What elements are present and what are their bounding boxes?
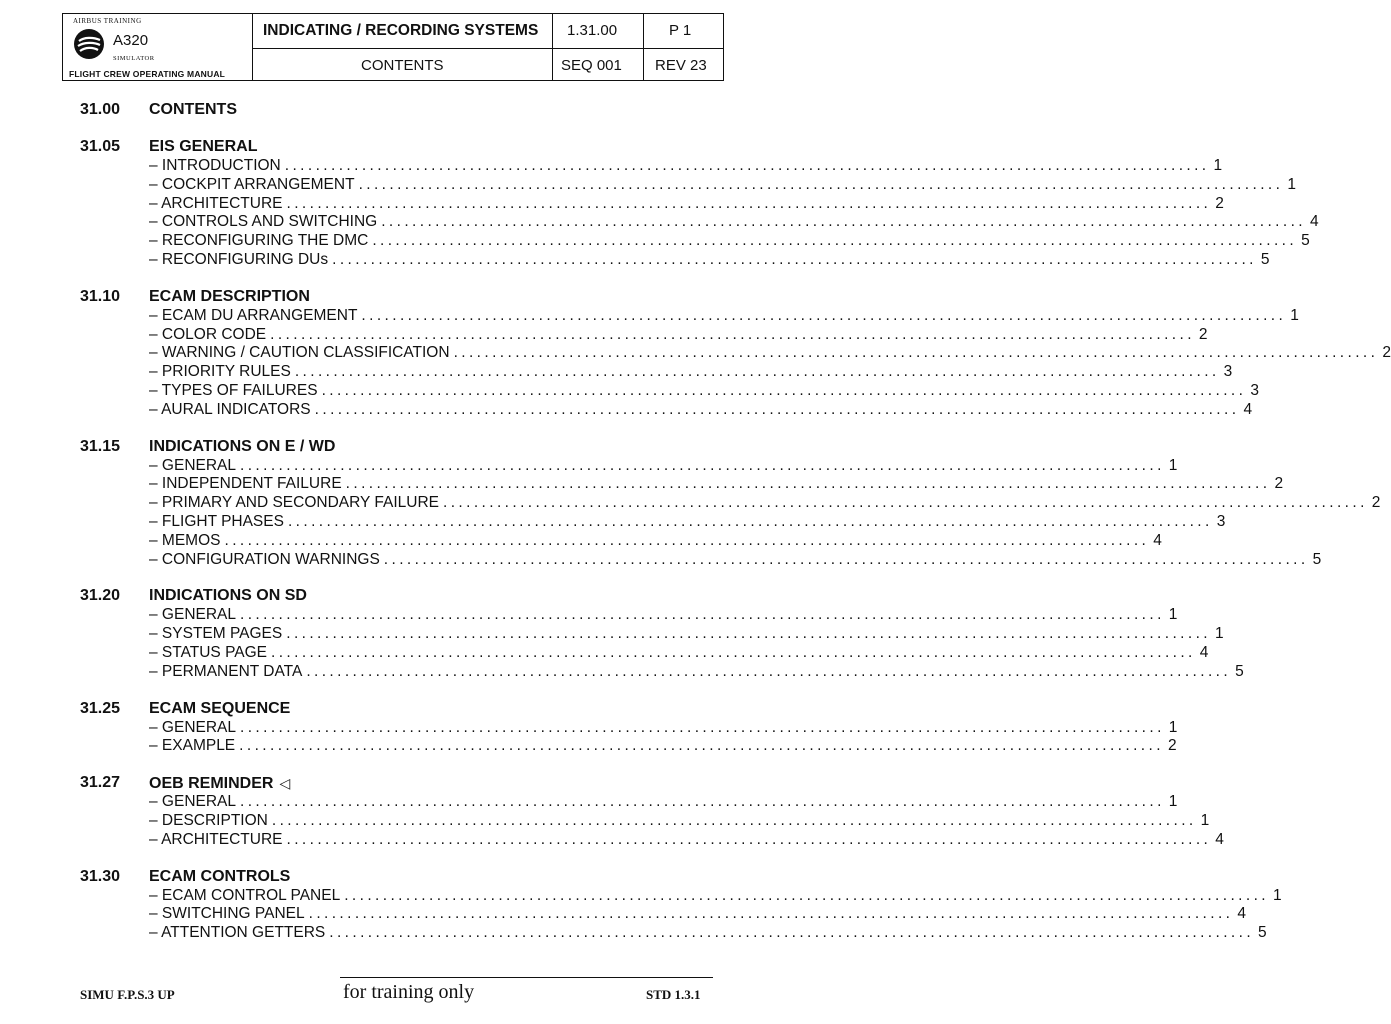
entry-label: – GENERAL — [149, 606, 237, 624]
entry-page: 2 — [1274, 475, 1284, 493]
entry-page: 3 — [1216, 512, 1226, 530]
dot-leader: ........................................................................................................................ — [332, 250, 1257, 268]
toc-entry[interactable] — [149, 456, 1178, 476]
toc-entry[interactable] — [149, 905, 1247, 924]
dot-leader: ........................................................................................................................ — [294, 363, 1220, 381]
section-heading — [80, 100, 640, 120]
entry-label: – RECONFIGURING DUs — [149, 250, 329, 268]
entry-label: – ARCHITECTURE — [149, 194, 283, 212]
entry-page: 4 — [1310, 213, 1319, 231]
entry-label: – GENERAL — [149, 718, 237, 736]
toc-entry[interactable] — [149, 175, 1296, 195]
section-title-text: ECAM CONTROLS — [149, 867, 291, 885]
entry-page: 1 — [1287, 175, 1296, 193]
page-number: P 1 — [669, 22, 692, 39]
toc-entry[interactable] — [149, 344, 1391, 363]
section-title — [149, 137, 257, 157]
toc-entry[interactable] — [149, 606, 1178, 625]
entry-page: 2 — [1371, 494, 1381, 512]
dot-leader: ........................................................................................................................ — [240, 718, 1165, 736]
entry-label: – AURAL INDICATORS — [149, 400, 311, 418]
toc-entry[interactable] — [149, 194, 1224, 214]
dot-leader: ........................................................................................................................ — [443, 494, 1368, 512]
entry-label: – CONFIGURATION WARNINGS — [149, 550, 380, 568]
entry-page: 1 — [1168, 718, 1178, 736]
toc-entry[interactable] — [149, 811, 1210, 831]
toc-entry[interactable] — [149, 924, 1267, 943]
entry-label: – PRIORITY RULES — [149, 363, 291, 381]
entry-label: – ATTENTION GETTERS — [149, 924, 326, 942]
entry-page: 1 — [1168, 456, 1178, 474]
footer-left: SIMU F.P.S.3 UP — [80, 987, 175, 1002]
logo-model: A320 — [113, 32, 149, 49]
logo-sub-text: SIMULATOR — [113, 55, 155, 62]
footer-divider — [340, 977, 713, 978]
toc-entry[interactable] — [149, 793, 1178, 812]
section-heading — [80, 699, 640, 719]
entry-page: 1 — [1215, 625, 1224, 643]
toc-entry[interactable] — [149, 830, 1224, 850]
entry-label: – PRIMARY AND SECONDARY FAILURE — [149, 494, 440, 512]
entry-label: – SYSTEM PAGES — [149, 625, 283, 643]
section-title-text: INDICATIONS ON E / WD — [149, 437, 336, 455]
chapter-title: INDICATING / RECORDING SYSTEMS — [263, 22, 539, 39]
entry-label: – TYPES OF FAILURES — [149, 381, 318, 399]
revision: REV 23 — [655, 57, 707, 74]
section-heading — [80, 287, 640, 307]
section-heading — [80, 586, 640, 606]
toc-entry[interactable] — [149, 381, 1259, 401]
entry-label: – SWITCHING PANEL — [149, 905, 305, 923]
toc-entry[interactable] — [149, 475, 1284, 494]
page-header — [62, 13, 724, 81]
section-title-text: INDICATIONS ON SD — [149, 587, 307, 605]
entry-label: – INDEPENDENT FAILURE — [149, 475, 342, 493]
dot-leader: ........................................................................................................................ — [286, 194, 1212, 212]
entry-label: – STATUS PAGE — [149, 643, 267, 661]
entry-page: 4 — [1199, 643, 1209, 661]
toc-section — [80, 773, 1224, 849]
section-number: 31.15 — [80, 437, 121, 455]
airbus-training-logo-icon — [73, 28, 105, 60]
toc-entry[interactable] — [149, 531, 1162, 551]
toc-section — [80, 287, 1391, 420]
section-title — [149, 100, 237, 120]
header-divider — [253, 48, 723, 49]
dot-leader: ........................................................................................................................ — [286, 625, 1212, 643]
entry-page: 5 — [1235, 662, 1244, 680]
toc-section — [80, 586, 1244, 681]
toc-entry[interactable] — [149, 363, 1233, 382]
logo-cell — [63, 14, 253, 80]
entry-label: – RECONFIGURING THE DMC — [149, 232, 369, 250]
entry-label: – GENERAL — [149, 456, 237, 474]
dot-leader: ........................................................................................................................ — [287, 512, 1213, 530]
section-heading — [80, 773, 640, 793]
entry-label: – INTRODUCTION — [149, 157, 281, 174]
entry-page: 2 — [1215, 194, 1224, 212]
section-title — [149, 437, 335, 457]
section-number: 31.00 — [80, 101, 121, 118]
toc-entry[interactable] — [149, 886, 1282, 906]
section-number: 31.25 — [80, 699, 121, 717]
toc-entry[interactable] — [149, 213, 1319, 232]
dot-leader: ........................................................................................................................ — [321, 381, 1247, 399]
toc-entry[interactable] — [149, 400, 1253, 420]
footer-right: STD 1.3.1 — [646, 987, 701, 1002]
section-heading — [80, 437, 640, 457]
section-title — [149, 586, 307, 606]
entry-label: – COLOR CODE — [149, 325, 267, 343]
dot-leader: ........................................................................................................................ — [358, 175, 1284, 193]
toc-entry[interactable] — [149, 494, 1381, 513]
entry-page: 1 — [1213, 157, 1223, 174]
entry-page: 1 — [1290, 306, 1299, 324]
entry-label: – GENERAL — [149, 793, 237, 811]
entry-page: 2 — [1198, 325, 1208, 343]
entry-page: 5 — [1260, 250, 1270, 268]
revision-marker-icon: ◁ — [279, 775, 291, 792]
dot-leader: ........................................................................................................................ — [453, 344, 1379, 362]
toc-entry[interactable] — [149, 157, 1223, 176]
entry-label: – COCKPIT ARRANGEMENT — [149, 175, 355, 193]
entry-label: – MEMOS — [149, 531, 221, 549]
section-title — [149, 699, 290, 719]
toc-entry[interactable] — [149, 512, 1226, 532]
toc-entry[interactable] — [149, 232, 1310, 251]
dot-leader: ........................................................................................................................ — [284, 157, 1210, 174]
dot-leader: ........................................................................................................................ — [240, 793, 1165, 811]
dot-leader: ........................................................................................................................ — [345, 475, 1271, 493]
entry-label: – WARNING / CAUTION CLASSIFICATION — [149, 344, 450, 362]
entry-page: 1 — [1273, 886, 1282, 904]
entry-page: 4 — [1215, 830, 1224, 848]
toc-entry[interactable] — [149, 306, 1299, 326]
toc-section — [80, 437, 1381, 570]
toc-entry[interactable] — [149, 718, 1178, 738]
entry-label: – EXAMPLE — [149, 737, 236, 755]
entry-label: – ECAM CONTROL PANEL — [149, 886, 341, 904]
dot-leader: ........................................................................................................................ — [239, 737, 1164, 755]
toc-entry[interactable] — [149, 325, 1208, 345]
dot-leader: ........................................................................................................................ — [306, 662, 1232, 680]
entry-page: 4 — [1153, 531, 1162, 549]
footer-center: for training only — [343, 981, 475, 1003]
toc-section — [80, 699, 1178, 757]
table-of-contents — [80, 100, 1391, 960]
entry-page: 5 — [1301, 232, 1310, 250]
section-title-text: CONTENTS — [149, 101, 237, 118]
dot-leader: ........................................................................................................................ — [240, 606, 1165, 624]
entry-page: 3 — [1223, 363, 1233, 381]
section-title — [149, 287, 310, 307]
entry-page: 1 — [1168, 793, 1178, 811]
entry-page: 2 — [1167, 737, 1177, 755]
entry-page: 3 — [1250, 381, 1259, 399]
section-heading — [80, 867, 640, 887]
toc-section — [80, 867, 1282, 943]
dot-leader: ........................................................................................................................ — [329, 924, 1255, 942]
entry-page: 4 — [1243, 400, 1253, 418]
section-heading — [80, 137, 640, 157]
dot-leader: ........................................................................................................................ — [314, 400, 1240, 418]
section-title-text: EIS GENERAL — [149, 138, 258, 155]
entry-label: – ARCHITECTURE — [149, 830, 283, 848]
dot-leader: ........................................................................................................................ — [271, 643, 1196, 661]
dot-leader: ........................................................................................................................ — [344, 886, 1269, 904]
section-number: 31.27 — [80, 774, 121, 792]
entry-label: – DESCRIPTION — [149, 811, 268, 829]
entry-page: 1 — [1200, 811, 1210, 829]
toc-entry[interactable] — [149, 250, 1270, 270]
logo-top-text: AIRBUS TRAINING — [73, 17, 142, 25]
section-number: 31.05 — [80, 138, 121, 155]
section-number: 31.30 — [80, 867, 121, 885]
dot-leader: ........................................................................................................................ — [308, 905, 1234, 923]
dot-leader: ........................................................................................................................ — [381, 213, 1306, 231]
entry-page: 4 — [1237, 905, 1247, 923]
chapter-subtitle: CONTENTS — [361, 57, 444, 74]
section-title — [149, 773, 290, 793]
toc-entry[interactable] — [149, 643, 1209, 663]
manual-name: FLIGHT CREW OPERATING MANUAL — [69, 69, 226, 79]
dot-leader: ........................................................................................................................ — [383, 550, 1309, 568]
entry-label: – PERMANENT DATA — [149, 662, 303, 680]
toc-entry[interactable] — [149, 550, 1322, 570]
dot-leader: ........................................................................................................................ — [372, 232, 1298, 250]
toc-section — [80, 137, 1319, 270]
section-title-text: OEB REMINDER — [149, 775, 274, 793]
header-vdivider — [643, 14, 644, 80]
dot-leader: ........................................................................................................................ — [224, 531, 1150, 549]
dot-leader: ........................................................................................................................ — [240, 456, 1165, 474]
entry-page: 5 — [1312, 550, 1322, 568]
entry-label: – CONTROLS AND SWITCHING — [149, 213, 378, 231]
doc-code: 1.31.00 — [567, 22, 618, 39]
toc-entry[interactable] — [149, 625, 1224, 644]
section-title — [149, 867, 290, 887]
seq-number: SEQ 001 — [561, 57, 622, 74]
entry-label: – FLIGHT PHASES — [149, 512, 284, 530]
entry-page: 2 — [1382, 344, 1391, 362]
entry-page: 5 — [1258, 924, 1267, 942]
dot-leader: ........................................................................................................................ — [271, 811, 1197, 829]
toc-entry[interactable] — [149, 662, 1244, 682]
entry-page: 1 — [1168, 606, 1178, 624]
entry-label: – ECAM DU ARRANGEMENT — [149, 306, 358, 324]
toc-section — [80, 100, 640, 120]
dot-leader: ........................................................................................................................ — [361, 306, 1287, 324]
dot-leader: ........................................................................................................................ — [286, 830, 1212, 848]
toc-entry[interactable] — [149, 737, 1177, 756]
section-title-text: ECAM SEQUENCE — [149, 699, 291, 717]
section-number: 31.20 — [80, 587, 121, 605]
section-number: 31.10 — [80, 287, 121, 305]
dot-leader: ........................................................................................................................ — [270, 325, 1195, 343]
section-title-text: ECAM DESCRIPTION — [149, 287, 310, 305]
